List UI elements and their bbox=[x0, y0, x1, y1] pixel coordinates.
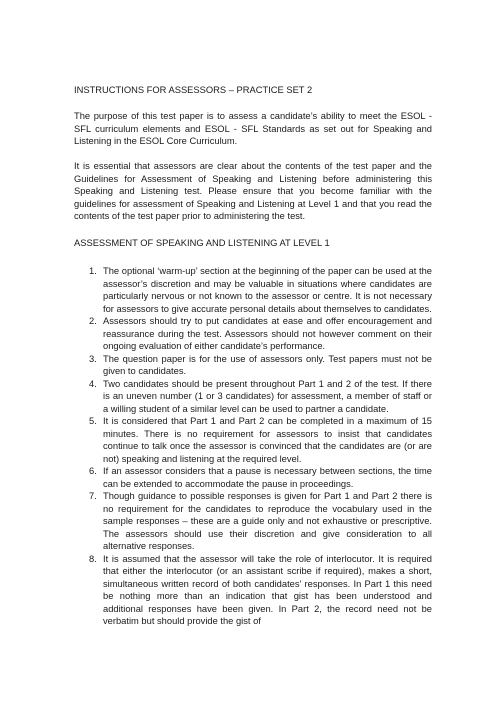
list-item-text: It is assumed that the assessor will take the role of interlocutor. It is required that either the interlocutor (or an assistant scribe if required), makes a short, simultaneous written record of both candidates’ responses. In Part 1 this need be nothing more than an indication that gist has been understood and additional responses have been given. In Part 2, the record need not be verbatim but should provide the gist of bbox=[103, 553, 432, 626]
section-heading: ASSESSMENT OF SPEAKING AND LISTENING AT LEVEL 1 bbox=[74, 238, 330, 248]
list-item-number: 6. bbox=[89, 466, 97, 476]
list-item bbox=[74, 353, 432, 378]
list-item-text: If an assessor considers that a pause is necessary between sections, the time can be extended to accommodate the pause in proceedings. bbox=[103, 466, 432, 489]
instructions-list bbox=[74, 265, 432, 628]
list-item-text: Assessors should try to put candidates at ease and offer encouragement and reassurance during the test. Assessors should not however comment on their ongoing evaluation of either candidate’s performance. bbox=[103, 316, 432, 351]
list-item-text: The optional ‘warm-up’ section at the beginning of the paper can be used at the assessor’s discretion and may be valuable in situations where candidates are particularly nervous or not known to the assessor or centre. It is not necessary for assessors to give accurate personal details about themselves to candidates. bbox=[103, 266, 432, 314]
list-item bbox=[74, 553, 432, 628]
intro-paragraph: The purpose of this test paper is to assess a candidate’s ability to meet the ESOL - SFL curriculum elements and ESOL - SFL Standards as set out for Speaking and Listening in the ESOL Core Curriculum. bbox=[74, 111, 432, 146]
list-item bbox=[74, 415, 432, 465]
list-item-number: 1. bbox=[89, 266, 97, 276]
list-item-number: 7. bbox=[89, 491, 97, 501]
list-item-text: Two candidates should be present throughout Part 1 and 2 of the test. If there is an uneven number (1 or 3 candidates) for assessment, a member of staff or a willing student of a similar level can be used to partner a candidate. bbox=[103, 378, 432, 414]
document-title: INSTRUCTIONS FOR ASSESSORS – PRACTICE SET 2 bbox=[74, 85, 313, 95]
list-item bbox=[74, 315, 432, 353]
list-item bbox=[74, 265, 432, 315]
list-item-number: 8. bbox=[89, 553, 97, 564]
list-item-number: 2. bbox=[89, 316, 97, 326]
list-item-number: 5. bbox=[89, 416, 97, 426]
list-item-text: The question paper is for the use of assessors only. Test papers must not be given to candidates. bbox=[103, 353, 432, 376]
list-item-text: Though guidance to possible responses is given for Part 1 and Part 2 there is no requirement for the candidates to reproduce the vocabulary used in the sample responses – these are a guide only and not exhaustive or prescriptive. The assessors should use their discretion and give consideration to all alternative responses. bbox=[103, 491, 432, 551]
list-item-text: It is considered that Part 1 and Part 2 can be completed in a maximum of 15 minutes. There is no requirement for assessors to insist that candidates continue to talk once the assessor is convinced that the candidates are (or are not) speaking and listening at the required level. bbox=[103, 416, 432, 464]
list-item-number: 4. bbox=[89, 378, 97, 389]
list-item bbox=[74, 465, 432, 490]
list-item bbox=[74, 490, 432, 553]
guidelines-paragraph: It is essential that assessors are clear about the contents of the test paper and the Guidelines for Assessment of Speaking and Listening before administering this Speaking and Listening test. Please ensure that you become familiar with the guidelines for assessment of Speaking and Listening at Level 1 and that you read the contents of the test paper prior to administering the test. bbox=[74, 161, 432, 221]
list-item bbox=[74, 378, 432, 416]
list-item-number: 3. bbox=[89, 353, 97, 364]
